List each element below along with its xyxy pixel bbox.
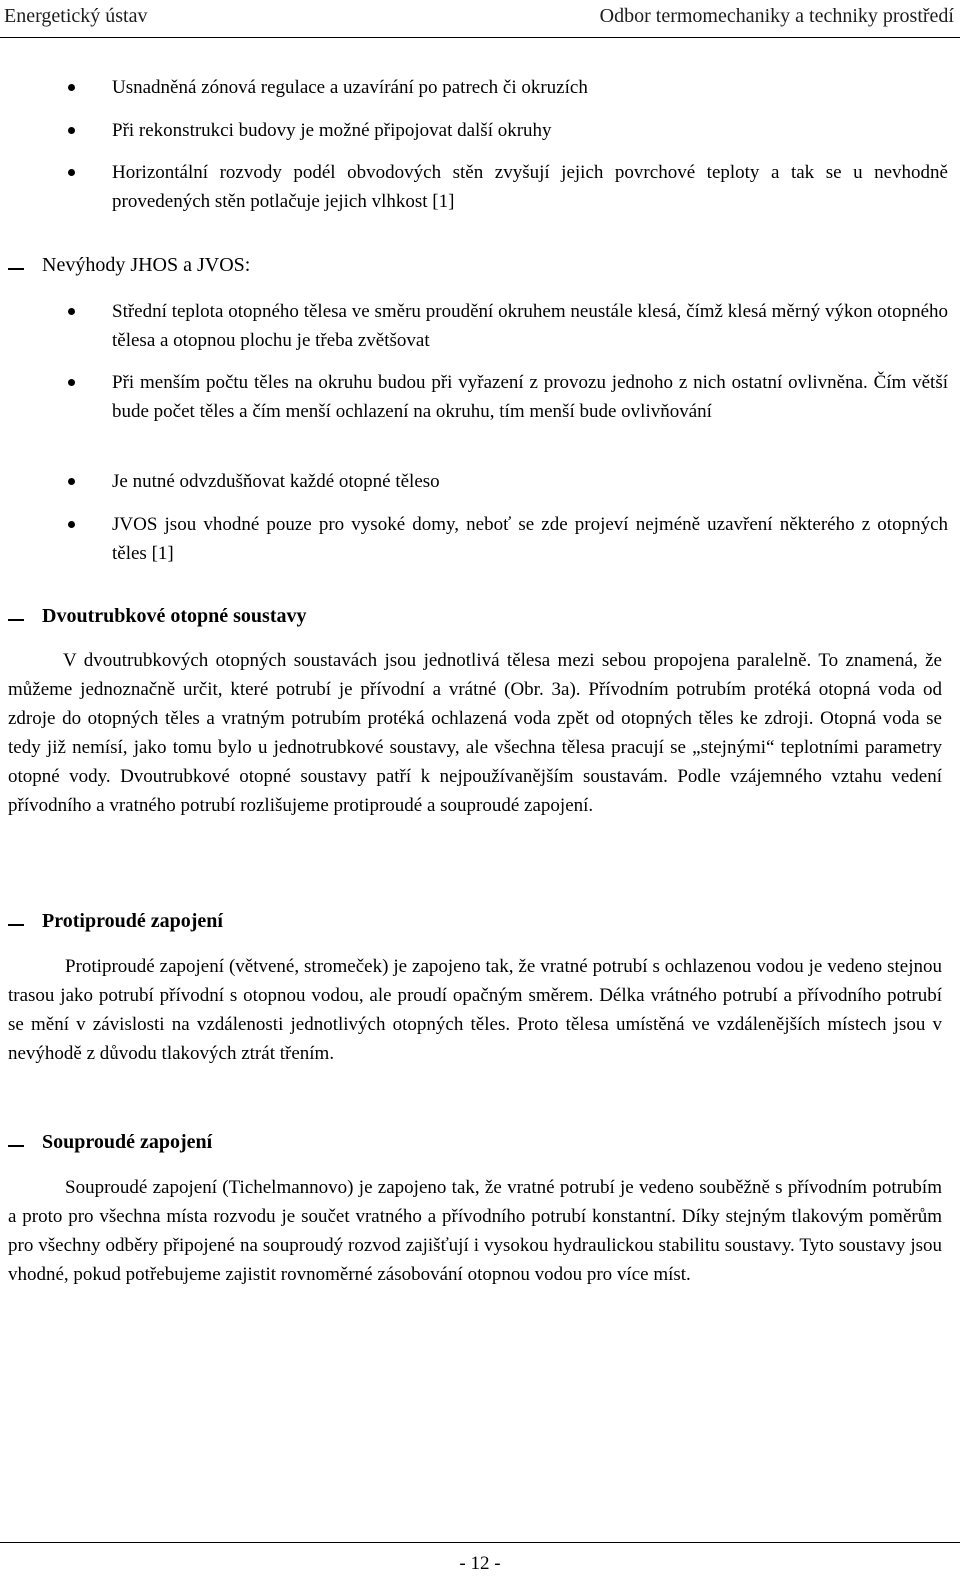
header-institute: Energetický ústav: [4, 5, 148, 27]
bullet-text: Při rekonstrukci budovy je možné připojovat další okruhy: [112, 120, 552, 141]
dash-icon: [8, 619, 24, 621]
bullet-text: JVOS jsou vhodné pouze pro vysoké domy, neboť se zde projeví nejméně uzavření některého z otopných těles [1]: [112, 514, 948, 564]
bullet-icon: [68, 478, 75, 485]
bullet-text: Je nutné odvzdušňovat každé otopné těleso: [112, 471, 440, 492]
bullet-item: [112, 510, 948, 568]
section-title: Nevýhody JHOS a JVOS:: [42, 254, 251, 276]
body-paragraph: Souproudé zapojení (Tichelmannovo) je zapojeno tak, že vratné potrubí je vedeno souběžně s přívodním potrubím a proto pro všechna místa rozvodu je součet vratného a přívodního potrubí konstantní. Díky stejným tlakovým poměrům pro všechny odběry připojené na souproudý rozvod zajišťují i vysokou hydraulickou stabilitu soustavy. Tyto soustavy jsou vhodné, pokud potřebujeme zajistit rovnoměrné zásobování otopnou vodou pro více míst.: [8, 1177, 942, 1285]
bullet-text: Horizontální rozvody podél obvodových stěn zvyšují jejich povrchové teploty a tak se u nevhodně provedených stěn potlačuje jejich vlhkost [1]: [112, 162, 948, 212]
dash-icon: [8, 924, 24, 926]
page-header: [0, 0, 960, 38]
bullet-icon: [68, 169, 75, 176]
bullet-item: [112, 467, 948, 496]
section-title: Dvoutrubkové otopné soustavy: [42, 605, 307, 627]
bullet-text: Usnadněná zónová regulace a uzavírání po patrech či okruzích: [112, 77, 588, 98]
body-paragraph: Protiproudé zapojení (větvené, stromeček) je zapojeno tak, že vratné potrubí s ochlazenou vodou je vedeno stejnou trasou jako potrubí přívodní s otopnou vodou, ale proudí opačným směrem. Délka vrátného potrubí a přívodního potrubí se mění v závislosti na vzdálenosti jednotlivých otopných těles. Proto tělesa umístěná ve vzdálenějších místech jsou v nevýhodě z důvodu tlakových ztrát třením.: [8, 956, 942, 1064]
bullet-item: [112, 368, 948, 426]
page-number: - 12 -: [459, 1553, 501, 1574]
bullet-icon: [68, 127, 75, 134]
bullet-icon: [68, 84, 75, 91]
bullet-icon: [68, 308, 75, 315]
header-department: Odbor termomechaniky a techniky prostředí: [599, 5, 954, 27]
bullet-text: Při menším počtu těles na okruhu budou při vyřazení z provozu jednoho z nich ostatní ovlivněna. Čím větší bude počet těles a čím menší ochlazení na okruhu, tím menší bude ovlivňování: [112, 372, 948, 422]
bullet-item: [112, 116, 948, 145]
section-title: Souproudé zapojení: [42, 1131, 213, 1153]
bullet-icon: [68, 521, 75, 528]
bullet-item: [112, 297, 948, 355]
bullet-icon: [68, 379, 75, 386]
bullet-item: [112, 73, 948, 102]
bullet-item: [112, 158, 948, 216]
bullet-text: Střední teplota otopného tělesa ve směru proudění okruhem neustále klesá, čímž klesá měrný výkon otopného tělesa a otopnou plochu je třeba zvětšovat: [112, 301, 948, 351]
dash-icon: [8, 268, 24, 270]
dash-icon: [8, 1145, 24, 1147]
section-title: Protiproudé zapojení: [42, 910, 223, 932]
page-footer: [0, 1542, 960, 1596]
body-paragraph: V dvoutrubkových otopných soustavách jsou jednotlivá tělesa mezi sebou propojena paralelně. To znamená, že můžeme jednoznačně určit, které potrubí je přívodní a vrátné (Obr. 3a). Přívodním potrubím protéká otopná voda od zdroje do otopných těles a vratným potrubím protéká ochlazená voda zpět od otopných těles ke zdroji. Otopná voda se tedy již nemísí, jako tomu bylo u jednotrubkové soustavy, ale všechna tělesa pracují se „stejnými“ teplotními parametry otopné vody. Dvoutrubkové otopné soustavy patří k nejpoužívanějším soustavám. Podle vzájemného vztahu vedení přívodního a vratného potrubí rozlišujeme protiproudé a souproudé zapojení.: [8, 650, 942, 816]
